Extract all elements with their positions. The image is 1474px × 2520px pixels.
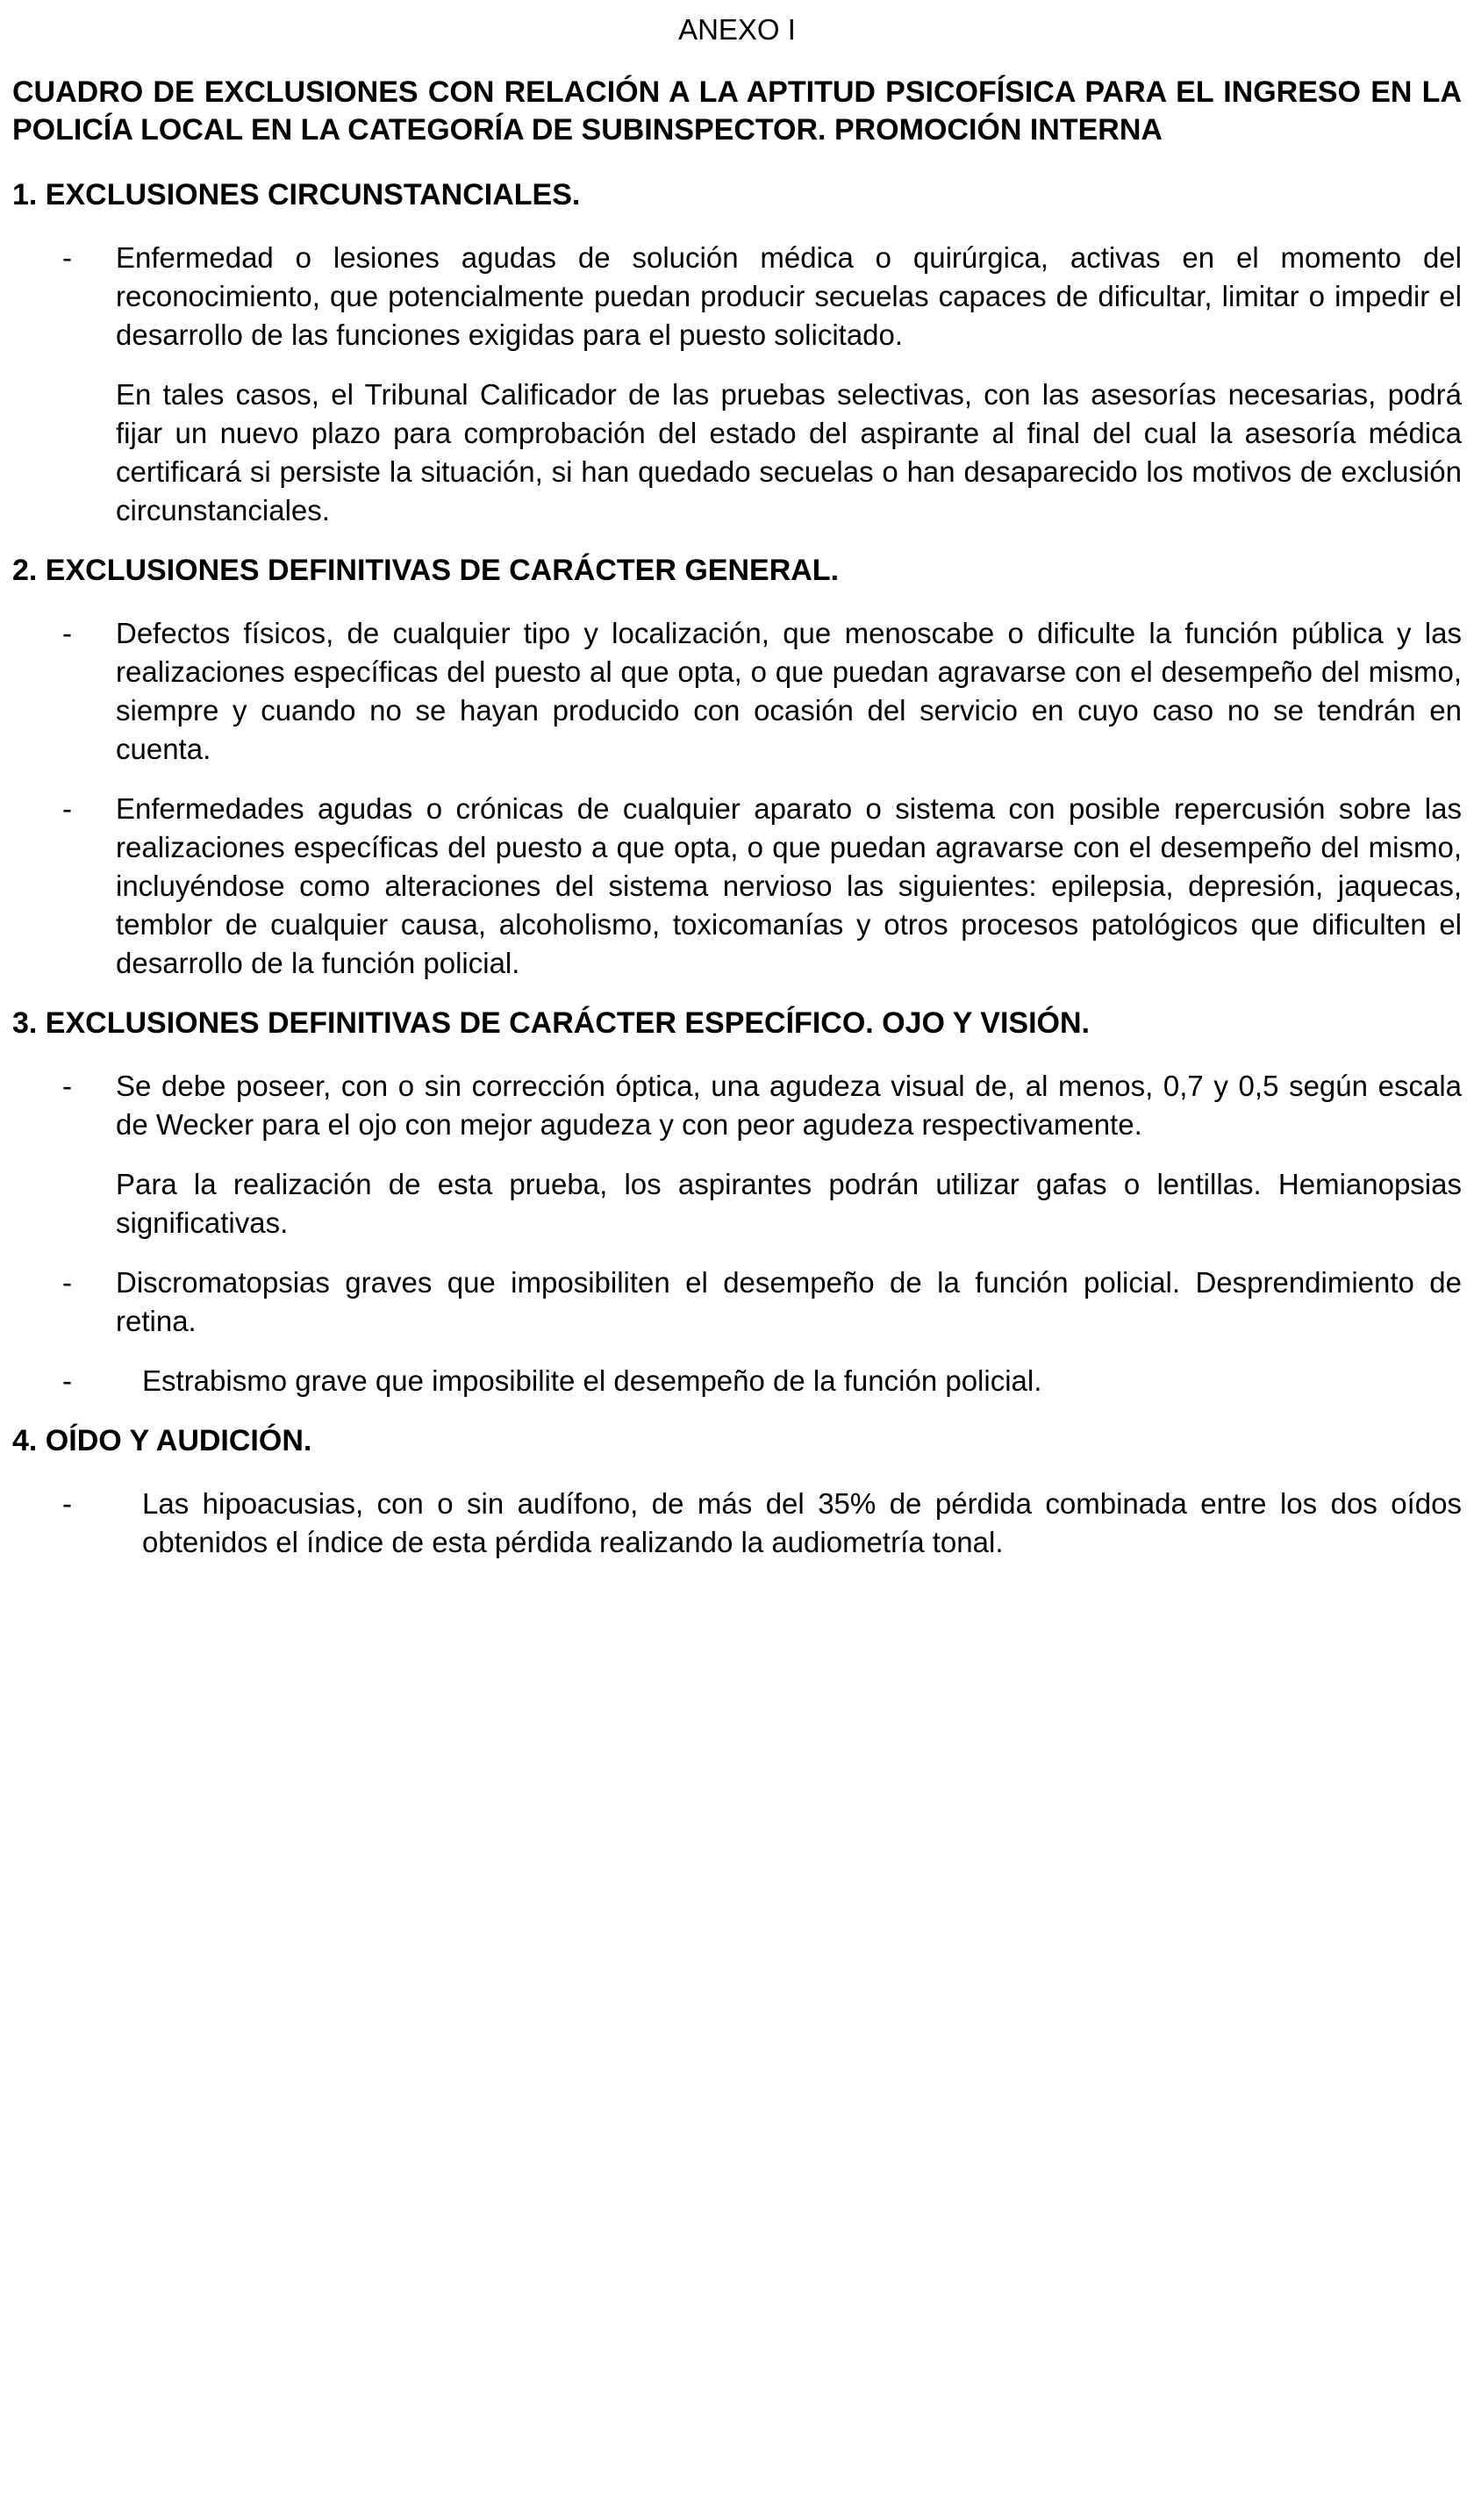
list-item-text: Defectos físicos, de cualquier tipo y localización, que menoscabe o dificulte la función pública y las realizaciones específicas del puesto al que opta, o que puedan agravarse con el desempeño del mismo, siempre y cuando no se hayan producido con ocasión del servicio en cuyo caso no se tendrán en cuenta.	[116, 617, 1462, 765]
list-item-text: Se debe poseer, con o sin corrección óptica, una agudeza visual de, al menos, 0,7 y 0,5 según escala de Wecker para el ojo con mejor agudeza y con peor agudeza respectivamente.	[116, 1070, 1462, 1141]
list-item	[12, 614, 1462, 769]
list-item-text: Discromatopsias graves que imposibiliten el desempeño de la función policial. Desprendimiento de retina.	[116, 1266, 1462, 1337]
list-item	[12, 1485, 1462, 1562]
bullet-dash: -	[62, 1487, 72, 1520]
bullet-dash: -	[62, 1266, 72, 1299]
section-2	[12, 551, 1462, 983]
bullet-dash: -	[62, 1364, 72, 1397]
main-title: CUADRO DE EXCLUSIONES CON RELACIÓN A LA APTITUD PSICOFÍSICA PARA EL INGRESO EN LA POLICÍA LOCAL EN LA CATEGORÍA DE SUBINSPECTOR. PROMOCIÓN INTERNA	[12, 75, 1462, 147]
bullet-dash: -	[62, 1070, 72, 1102]
list-item-text: Las hipoacusias, con o sin audífono, de más del 35% de pérdida combinada entre los dos oídos obtenidos el índice de esta pérdida realizando la audiometría tonal.	[142, 1487, 1462, 1558]
section-heading: 4. OÍDO Y AUDICIÓN.	[12, 1424, 312, 1457]
paragraph: En tales casos, el Tribunal Calificador de las pruebas selectivas, con las asesorías necesarias, podrá fijar un nuevo plazo para comprobación del estado del aspirante al final del cual la asesoría médica certificará si persiste la situación, si han quedado secuelas o han desaparecido los motivos de exclusión circunstanciales.	[116, 378, 1462, 526]
section-3	[12, 1004, 1462, 1400]
bullet-dash: -	[62, 617, 72, 649]
bullet-dash: -	[62, 792, 72, 825]
section-heading: 2. EXCLUSIONES DEFINITIVAS DE CARÁCTER GENERAL.	[12, 554, 840, 587]
section-1	[12, 175, 1462, 530]
list-item	[12, 1362, 1462, 1400]
list-item	[12, 790, 1462, 983]
list-item-text: Enfermedad o lesiones agudas de solución médica o quirúrgica, activas en el momento del reconocimiento, que potencialmente puedan producir secuelas capaces de dificultar, limitar o impedir el desarrollo de las funciones exigidas para el puesto solicitado.	[116, 241, 1462, 351]
annex-title: ANEXO I	[678, 13, 796, 46]
list-item	[12, 1264, 1462, 1341]
paragraph: Para la realización de esta prueba, los aspirantes podrán utilizar gafas o lentillas. Hemianopsias significativas.	[116, 1168, 1462, 1239]
list-item-text: Enfermedades agudas o crónicas de cualquier aparato o sistema con posible repercusión sobre las realizaciones específicas del puesto a que opta, o que puedan agravarse con el desempeño del mismo, incluyéndose como alteraciones del sistema nervioso las siguientes: epilepsia, depresión, jaquecas, temblor de cualquier causa, alcoholismo, toxicomanías y otros procesos patológicos que dificulten el desarrollo de la función policial.	[116, 792, 1462, 979]
bullet-dash: -	[62, 241, 72, 274]
section-4	[12, 1421, 1462, 1562]
section-heading: 1. EXCLUSIONES CIRCUNSTANCIALES.	[12, 178, 581, 211]
list-item-text: Estrabismo grave que imposibilite el desempeño de la función policial.	[142, 1364, 1042, 1397]
list-item	[12, 1067, 1462, 1144]
section-heading: 3. EXCLUSIONES DEFINITIVAS DE CARÁCTER ESPECÍFICO. OJO Y VISIÓN.	[12, 1006, 1091, 1040]
list-item	[12, 239, 1462, 354]
